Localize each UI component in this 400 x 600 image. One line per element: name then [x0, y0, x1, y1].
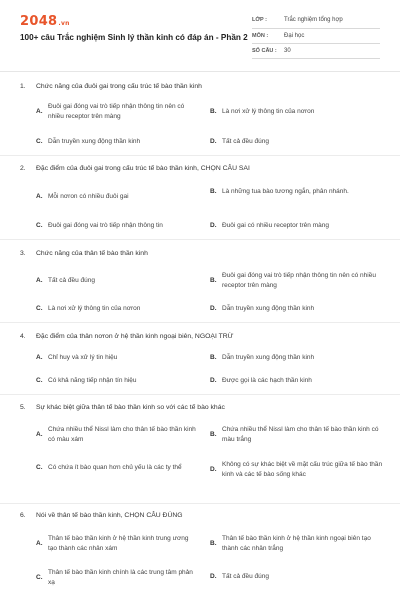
answer-option-b[interactable] [210, 107, 385, 117]
info-key: MÔN : [252, 28, 278, 43]
option-letter: A. [36, 430, 43, 438]
question-1 [20, 82, 388, 91]
option-letter: A. [36, 193, 43, 200]
option-text: Tất cả đều đúng [222, 138, 269, 145]
info-row-class [252, 13, 380, 28]
question-separator [0, 394, 400, 395]
option-text: Là nơi xử lý thông tin của nơron [48, 305, 141, 312]
answer-option-d[interactable] [210, 376, 385, 386]
answer-option-a[interactable] [36, 534, 196, 553]
answer-option-c[interactable] [36, 137, 196, 147]
answer-option-a[interactable] [36, 192, 196, 202]
option-letter: C. [36, 305, 43, 312]
info-key: LỚP : [252, 13, 278, 28]
answer-option-a[interactable] [36, 425, 196, 444]
option-letter: C. [36, 222, 43, 229]
option-text: Tất cả đều đúng [48, 277, 95, 284]
question-text: Chức năng của đuôi gai trong cấu trúc tế bào thần kinh [36, 83, 202, 90]
question-text: Đặc điểm của đuôi gai trong cấu trúc tế bào thần kinh, CHỌN CÂU SAI [36, 165, 250, 172]
question-number: 4. [20, 333, 26, 340]
option-letter: B. [210, 276, 217, 284]
question-3 [20, 249, 388, 258]
option-text: Là nơi xử lý thông tin của nơron [222, 108, 315, 115]
option-letter: B. [210, 108, 217, 115]
option-text: Là những tua bào tương ngắn, phân nhánh. [222, 188, 349, 195]
question-number: 6. [20, 512, 26, 519]
question-separator [0, 503, 400, 504]
option-letter: D. [210, 138, 217, 145]
question-number: 1. [20, 83, 26, 90]
option-text: Đuôi gai đóng vai trò tiếp nhận thông tin nên có nhiều receptor trên màng [48, 103, 185, 120]
option-letter: D. [210, 305, 217, 312]
option-text: Dẫn truyền xung động thần kinh [222, 354, 315, 361]
option-letter: D. [210, 573, 217, 580]
option-text: Có chứa ít bào quan hơn chủ yếu là các ty thể [48, 464, 182, 471]
answer-option-c[interactable] [36, 376, 196, 386]
answer-option-d[interactable] [210, 221, 385, 231]
option-text: Dẫn truyền xung động thần kinh [222, 305, 315, 312]
question-number: 3. [20, 250, 26, 257]
option-text: Không có sự khác biệt về mặt cấu trúc giữa tế bào thần kinh và các tế bào sống khác [222, 461, 383, 478]
option-text: Mỗi nơron có nhiều đuôi gai [48, 193, 129, 200]
answer-option-d[interactable] [210, 304, 385, 314]
option-letter: C. [36, 573, 43, 581]
question-text: Chức năng của thân tế bào thần kinh [36, 250, 148, 257]
answer-option-d[interactable] [210, 460, 385, 479]
question-separator [0, 155, 400, 156]
answer-option-c[interactable] [36, 304, 196, 314]
answer-option-b[interactable] [210, 425, 385, 444]
question-text: Sự khác biệt giữa thân tế bào thần kinh so với các tế bào khác [36, 404, 225, 411]
question-6 [20, 511, 388, 520]
answer-option-c[interactable] [36, 463, 196, 473]
question-heading [20, 511, 388, 520]
question-text: Nói về thân tế bào thần kinh, CHỌN CÂU ĐÚNG [36, 512, 183, 519]
question-number: 2. [20, 165, 26, 172]
question-number: 5. [20, 404, 26, 411]
answer-option-a[interactable] [36, 276, 196, 286]
option-text: Chứa nhiều thể Nissl làm cho thân tế bào thần kinh có màu xám [48, 426, 196, 443]
question-text: Đặc điểm của thân nơron ở hệ thần kinh ngoại biên, NGOẠI TRỪ [36, 333, 234, 340]
option-letter: C. [36, 138, 43, 145]
option-text: Dẫn truyền xung động thần kinh [48, 138, 141, 145]
question-heading [20, 164, 388, 173]
option-letter: B. [210, 188, 217, 195]
info-value: Trắc nghiệm tổng hợp [278, 13, 380, 28]
question-heading [20, 82, 388, 91]
option-letter: A. [36, 539, 43, 547]
option-letter: D. [210, 465, 217, 473]
question-heading [20, 403, 388, 412]
answer-option-a[interactable] [36, 102, 196, 121]
question-separator [0, 239, 400, 240]
option-text: Có khả năng tiếp nhận tín hiệu [48, 377, 137, 384]
info-value: 30 [278, 43, 380, 58]
option-letter: A. [36, 107, 43, 115]
answer-option-c[interactable] [36, 568, 196, 587]
option-text: Chứa nhiều thể Nissl làm cho thân tế bào thần kinh có màu trắng [222, 426, 379, 443]
info-key: SỐ CÂU : [252, 43, 278, 58]
logo-suffix: .vn [58, 20, 70, 27]
logo-text: 2048 [20, 14, 58, 29]
option-letter: B. [210, 430, 217, 438]
option-text: Thân tế bào thần kinh ở hệ thần kinh trung ương tạo thành các nhân xám [48, 535, 189, 552]
option-text: Tất cả đều đúng [222, 573, 269, 580]
info-value: Đại học [278, 28, 380, 43]
answer-option-c[interactable] [36, 221, 196, 231]
question-separator [0, 322, 400, 323]
option-text: Thân tế bào thần kinh chính là các trung tâm phản xạ [48, 569, 193, 586]
option-letter: A. [36, 354, 43, 361]
option-letter: A. [36, 277, 43, 284]
answer-option-a[interactable] [36, 353, 196, 363]
answer-option-d[interactable] [210, 572, 385, 582]
answer-option-b[interactable] [210, 271, 385, 290]
question-heading [20, 332, 388, 341]
question-2 [20, 164, 388, 173]
option-letter: C. [36, 377, 43, 384]
option-text: Đuôi gai có nhiều receptor trên màng [222, 222, 329, 229]
answer-option-b[interactable] [210, 187, 385, 197]
answer-option-b[interactable] [210, 353, 385, 363]
info-table [252, 13, 380, 59]
page-header [0, 0, 400, 70]
info-row-count [252, 43, 380, 58]
question-4 [20, 332, 388, 341]
option-text: Chỉ huy và xử lý tin hiệu [48, 354, 118, 361]
header-divider [0, 71, 400, 72]
option-text: Được gọi là các hạch thần kinh [222, 377, 312, 384]
option-text: Thân tế bào thần kinh ở hệ thần kinh ngoại biên tạo thành các nhân trắng [222, 535, 371, 552]
option-letter: B. [210, 539, 217, 547]
info-row-subject [252, 28, 380, 43]
question-heading [20, 249, 388, 258]
option-text: Đuôi gai đóng vai trò tiếp nhận thông tin nên có nhiều receptor trên màng [222, 272, 376, 289]
answer-option-d[interactable] [210, 137, 385, 147]
option-letter: B. [210, 354, 217, 361]
option-letter: C. [36, 464, 43, 471]
option-letter: D. [210, 222, 217, 229]
document-title: 100+ câu Trắc nghiệm Sinh lý thần kinh có đáp án - Phần 2 [20, 33, 248, 42]
question-5 [20, 403, 388, 412]
site-logo[interactable] [20, 14, 70, 29]
option-letter: D. [210, 377, 217, 384]
option-text: Đuôi gai đóng vai trò tiếp nhận thông tin [48, 222, 163, 229]
answer-option-b[interactable] [210, 534, 385, 553]
